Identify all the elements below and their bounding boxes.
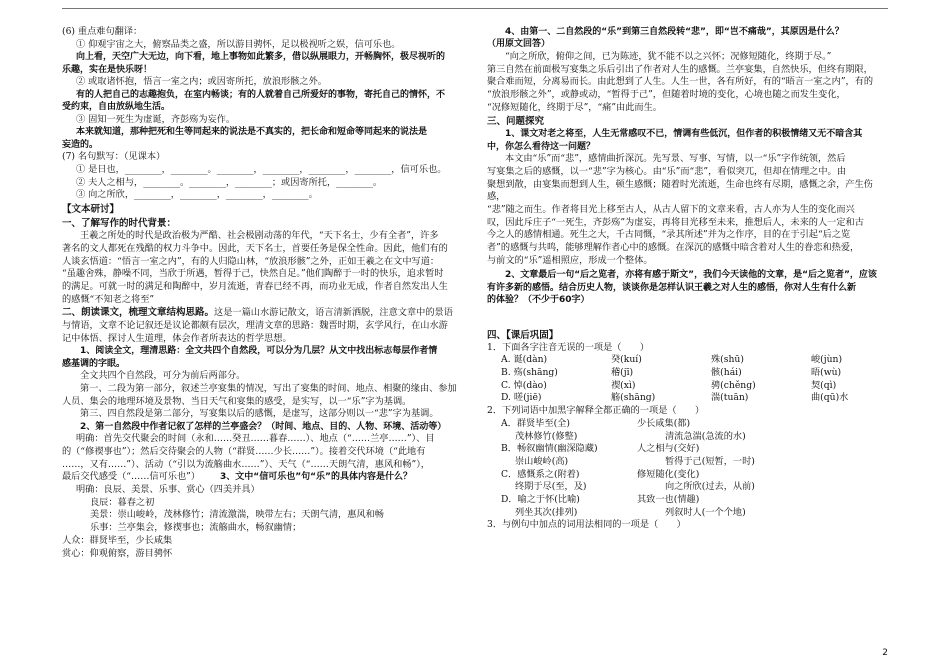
- inquiry-answer-p8: 与前文的“乐”遥相照应，形成一个整体。: [487, 254, 653, 266]
- inquiry-answer-p6: 今之人的感情相通。死生之大，千古同慨，“录其所述”并为之作序，目的在于引起“后之览: [487, 229, 851, 241]
- option-cell: B．畅叙幽情(幽深隐藏): [501, 443, 598, 455]
- exercise-2-option: [487, 481, 889, 494]
- exercise-1-option: [487, 380, 889, 393]
- inquiry-question-1-cont: 中，你怎么看待这一问题？: [487, 141, 596, 152]
- item-7-heading: (7) 名句默写：（见课本）: [62, 151, 166, 163]
- exercise-2-option: [487, 494, 889, 507]
- answer-3-summary: 明确：良辰、美景、乐事、赏心（四美并具）: [76, 484, 260, 496]
- option-cell: 觞(shāng): [611, 392, 656, 404]
- option-cell: 列叙时人(一个个地): [665, 506, 746, 518]
- background-p1: 王羲之所处的时代是政治极为严酷、社会极剧动荡的年代，“天下名士，少有全者”，许多: [80, 230, 439, 242]
- structure-heading: 二、朗读课文，梳理文章结构思路。: [62, 307, 215, 319]
- option-cell: 骸(hái): [711, 367, 742, 379]
- answer-1-d: 第三、四自然段是第二部分，写宴集以后的感慨，是虚写，这部分则以一“悲”字为基调。: [80, 408, 439, 420]
- answer-2-d: [62, 471, 477, 484]
- option-cell: 禊(xì): [611, 379, 636, 391]
- question-2: 2、第一自然段中作者记叙了怎样的兰亭盛会？（时间、地点、目的、人物、环境、活动等）: [80, 421, 447, 432]
- structure-intro: 这是一篇山水游记散文，语言清新洒脱，注意文章中的景语: [214, 307, 453, 319]
- inquiry-question-1: 1、课文对老之将至，人生无常感叹不已，情调有些低沉，但作者的积极情绪又无不暗含其: [505, 129, 863, 140]
- exercise-2-option: [487, 469, 889, 482]
- top-rule: [62, 8, 888, 9]
- answer-3-events: 乐事：兰亭集会，修禊事也；流觞曲水，畅叙幽情；: [90, 522, 302, 534]
- exercise-2-option: [487, 456, 889, 469]
- inquiry-answer-p7: 者”的感慨与共鸣，能够理解作者心中的感慨。在深沉的感慨中暗含着对人生的眷恋和热爱，: [487, 241, 860, 253]
- answer-1-c: 人员、集会的地理环境及景物、当日天气和宴集的感受，是实写，以一“乐”字为基调。: [62, 395, 412, 407]
- answer-4-quote: “向之所欣，俯仰之间，已为陈迹，犹不能不以之兴怀；况修短随化，终期于尽。”: [505, 50, 832, 62]
- option-cell: 曲(qū)水: [811, 392, 849, 404]
- option-cell: 清流急湍(急流的水): [665, 430, 746, 442]
- option-cell: C．感慨系之(附着): [501, 468, 580, 480]
- inquiry-answer-p3: 聚想到散，由宴集而想到人生，顿生感慨；随着时光流逝，生命也终有尽期，感慨之余，产生伤感，: [487, 178, 873, 203]
- answer-1-b: 第一、二段为第一部分，叙述兰亭宴集的情况，写出了宴集的时间、地点、相聚的缘由、参加: [80, 382, 457, 394]
- section-inquiry: 三、问题探究: [487, 116, 545, 128]
- option-cell: D．喻之于怀(比喻): [501, 493, 580, 505]
- inquiry-answer-p1: 本文由“乐”而“悲”，感情曲折深沉。先写景、写事、写情，以一“乐”字作统领，然后: [505, 153, 846, 165]
- translation-1-cont: 乐趣，实在是快乐呀！: [62, 64, 153, 75]
- inquiry-answer-p4: “悲”随之而生。作者将目光上移至古人，从古人留下的文章来看，古人亦为人生的变化而兴: [487, 203, 855, 215]
- question-3: 3、文中“信可乐也”句“乐”的具体内容是什么？: [220, 472, 412, 483]
- answer-4-p4: “况修短随化，终期于尽”，“痛”由此而生。: [487, 101, 662, 113]
- option-cell: 契(qì): [811, 379, 837, 391]
- option-cell: 暂得于己(短暂，一时): [665, 455, 755, 467]
- translation-3-cont: 妄造的。: [62, 139, 99, 150]
- exercise-2-option: [487, 431, 889, 444]
- background-p5: 的满足。可就一时的满足和陶醉中，岁月流逝，青春已经不再，而功业无成，作者自然发出人生: [62, 280, 448, 292]
- inquiry-question-2-cont: 有许多新的感悟。结合历史人物，谈谈你是怎样认识王羲之对人生的感悟，你对人生有什么新: [487, 282, 857, 293]
- answer-3-time: 良辰：暮春之初: [90, 496, 155, 508]
- question-1: 1、阅读全文，理清思路：全文共四个自然段，可以分为几层？从文中找出标志每层作者情: [80, 346, 438, 357]
- option-cell: 少长咸集(都): [637, 417, 691, 429]
- option-cell: 骋(chěng): [711, 379, 756, 391]
- option-cell: C. 悼(dào): [501, 379, 547, 391]
- answer-2-end: 最后交代感受（“……信可乐也”）: [62, 471, 201, 483]
- structure-p3: 记中体悟、探讨人生道理，体会作者所表达的哲学思想。: [62, 332, 292, 344]
- exercise-2: 2．下列词语中加黑字解释全都正确的一项是（ ）: [487, 405, 705, 417]
- sentence-3: ③ 固知一死生为虚诞，齐彭殇为妄作。: [76, 113, 236, 125]
- inquiry-question-2-end: 的体验？（不少于60字）: [487, 295, 590, 306]
- inquiry-answer-p2: 写宴集之后的感慨，以一“悲”字为核心。由“乐”而“悲”，看似突兀，但却在情理之中。由: [487, 165, 846, 177]
- answer-1-a: 全文共四个自然段，可分为前后两部分。: [80, 370, 246, 382]
- section-structure: [62, 306, 477, 320]
- option-cell: D. 嗟(jiē): [501, 392, 542, 404]
- exercise-2-option: [487, 507, 889, 520]
- question-4-note: （用原文回答）: [487, 39, 551, 50]
- inquiry-question-2: 2、文章最后一句“后之览者，亦将有感于斯文”，我们今天读他的文章，是“后之览者”，应该: [505, 270, 877, 281]
- inquiry-answer-p5: 叹，因此斥庄子“一死生，齐彭殇”为虚妄，再将目光移至未来，推想后人，未来的人一定和古: [487, 216, 864, 228]
- structure-p2: 与情语，文章不论记叙还是议论都颇有层次，理清文章的思路：魏晋时期，玄学风行，在山水游: [62, 319, 448, 331]
- dictation-2: ② 夫人之相与，________。________，________；或因寄所托，________。: [76, 176, 383, 188]
- option-cell: 晤(wù): [811, 367, 842, 379]
- dictation-1: ① 是日也，________，________。________，________，________，________，信可乐也。: [76, 163, 447, 175]
- section-text-study: 【文本研讨】: [62, 203, 120, 215]
- exercise-1-option: [487, 392, 889, 405]
- option-cell: 稽(jī): [611, 367, 634, 379]
- sentence-1: ① 仰观宇宙之大，俯察品类之盛，所以游目骋怀，足以极视听之娱，信可乐也。: [76, 38, 401, 50]
- option-cell: 殊(shū): [711, 354, 744, 366]
- exercise-1: 1．下面各字注音无误的一项是（ ）: [487, 341, 650, 353]
- option-cell: 人之相与(交好): [637, 443, 700, 455]
- background-p2: 著名的文人都死在残酷的权力斗争中。因此，天下名士，首要任务是保全性命。因此，他们有的: [62, 242, 448, 254]
- sentence-2: ② 或取诸怀抱，悟言一室之内；或因寄所托，放浪形骸之外。: [76, 76, 327, 88]
- option-cell: 其致一也(情趣): [637, 493, 700, 505]
- option-cell: 崇山峻岭(高): [515, 455, 569, 467]
- question-1-cont: 感基调的字眼。: [62, 358, 126, 369]
- option-cell: A．群贤毕至(全): [501, 417, 570, 429]
- option-cell: A. 诞(dàn): [501, 354, 548, 366]
- option-cell: 峻(jùn): [811, 354, 843, 366]
- option-cell: 湍(tuān): [711, 392, 749, 404]
- exercise-1-option: [487, 367, 889, 380]
- answer-3-people: 人众：群贤毕至，少长咸集: [62, 534, 173, 546]
- dictation-3: ③ 向之所欣，________，________，________，________。: [76, 189, 318, 201]
- answer-3-scenery: 美景：崇山峻岭，茂林修竹；清流激湍，映带左右；天朗气清，惠风和畅: [90, 509, 384, 521]
- left-column: [62, 26, 477, 560]
- answer-4-p3: “放浪形骸之外”，或静或动，“暂得于己”，但随着时境的变化，心境也随之而发生变化，: [487, 88, 846, 100]
- section-background: 一、了解写作的时代背景：: [62, 218, 177, 230]
- question-4: 4、由第一、二自然段的“乐”到第三自然段转“悲”，即“岂不痛哉”，其原因是什么？: [505, 27, 844, 37]
- exercise-2-option: [487, 418, 889, 431]
- option-cell: 茂林修竹(修整): [515, 430, 578, 442]
- translation-2-cont: 受约束，自由放纵地生活。: [62, 102, 171, 113]
- exercise-1-options: [487, 354, 889, 405]
- option-cell: 列坐其次(排列): [515, 506, 578, 518]
- answer-2-a: 明确：首先交代聚会的时间（永和……癸丑……暮春……）、地点（“……兰亭……”）、目: [76, 433, 435, 445]
- background-p3: 人谈玄悟道：“悟言一室之内”，有的人归隐山林，“放浪形骸”之外，正如王羲之在文中写道：: [62, 255, 440, 267]
- exercise-2-option: [487, 443, 889, 456]
- background-p4: “虽趣舍殊，静噪不同，当欣于所遇，暂得于己，快然自足。”他们陶醉于一时的快乐，追求暂时: [62, 268, 444, 280]
- option-cell: B. 殇(shāng): [501, 367, 558, 379]
- translation-2: 有的人把自己的志趣抱负，在室内畅谈；有的人就着自己所爱好的事物，寄托自己的情怀，不: [76, 89, 446, 100]
- exercise-1-option: [487, 354, 889, 367]
- translation-3: 本来就知道，那种把死和生等同起来的说法是不真实的，把长命和短命等同起来的说法是: [76, 127, 428, 138]
- option-cell: 向之所欣(过去，从前): [665, 481, 755, 493]
- translation-1: 向上看，天空广大无边，向下看，地上事物如此繁多，借以纵展眼力，开畅胸怀，极尽视听的: [76, 52, 446, 63]
- answer-4-p1: 第三自然在前面极写宴集之乐后引出了作者对人生的感慨。兰亭宴集，自然快乐，但终有期限，: [487, 63, 873, 75]
- background-p6: 的感慨“不知老之将至”: [62, 293, 155, 305]
- option-cell: 癸(kuí): [611, 354, 642, 366]
- answer-2-c: ……，又有……”）、活动（“引以为流觞曲水……”）、天气（“……天朗气清，惠风和畅”），: [62, 458, 430, 470]
- item-6-heading: (6) 重点难句翻译：: [62, 26, 143, 37]
- answer-3-mood: 赏心：仰观俯察，游目骋怀: [62, 547, 173, 559]
- answer-4-p2: 聚合难而短，分离易而长。由此想到了人生。人生一世，各有所好，有的“晤言一室之内”，有的: [487, 76, 874, 88]
- section-review: 四、【课后巩固】: [487, 329, 559, 341]
- option-cell: 终期于尽(至，及): [515, 481, 587, 493]
- page-number: 2: [882, 647, 888, 658]
- right-column: [487, 26, 889, 532]
- option-cell: 修短随化(变化): [637, 468, 700, 480]
- answer-2-b: 的（“修禊事也”）；然后交待聚会的人物（“群贤……少长……”）。接着交代环境（“此地有: [62, 446, 426, 457]
- exercise-3: 3．与例句中加点的词用法相同的一项是（ ）: [487, 519, 686, 531]
- exercise-2-options: [487, 418, 889, 520]
